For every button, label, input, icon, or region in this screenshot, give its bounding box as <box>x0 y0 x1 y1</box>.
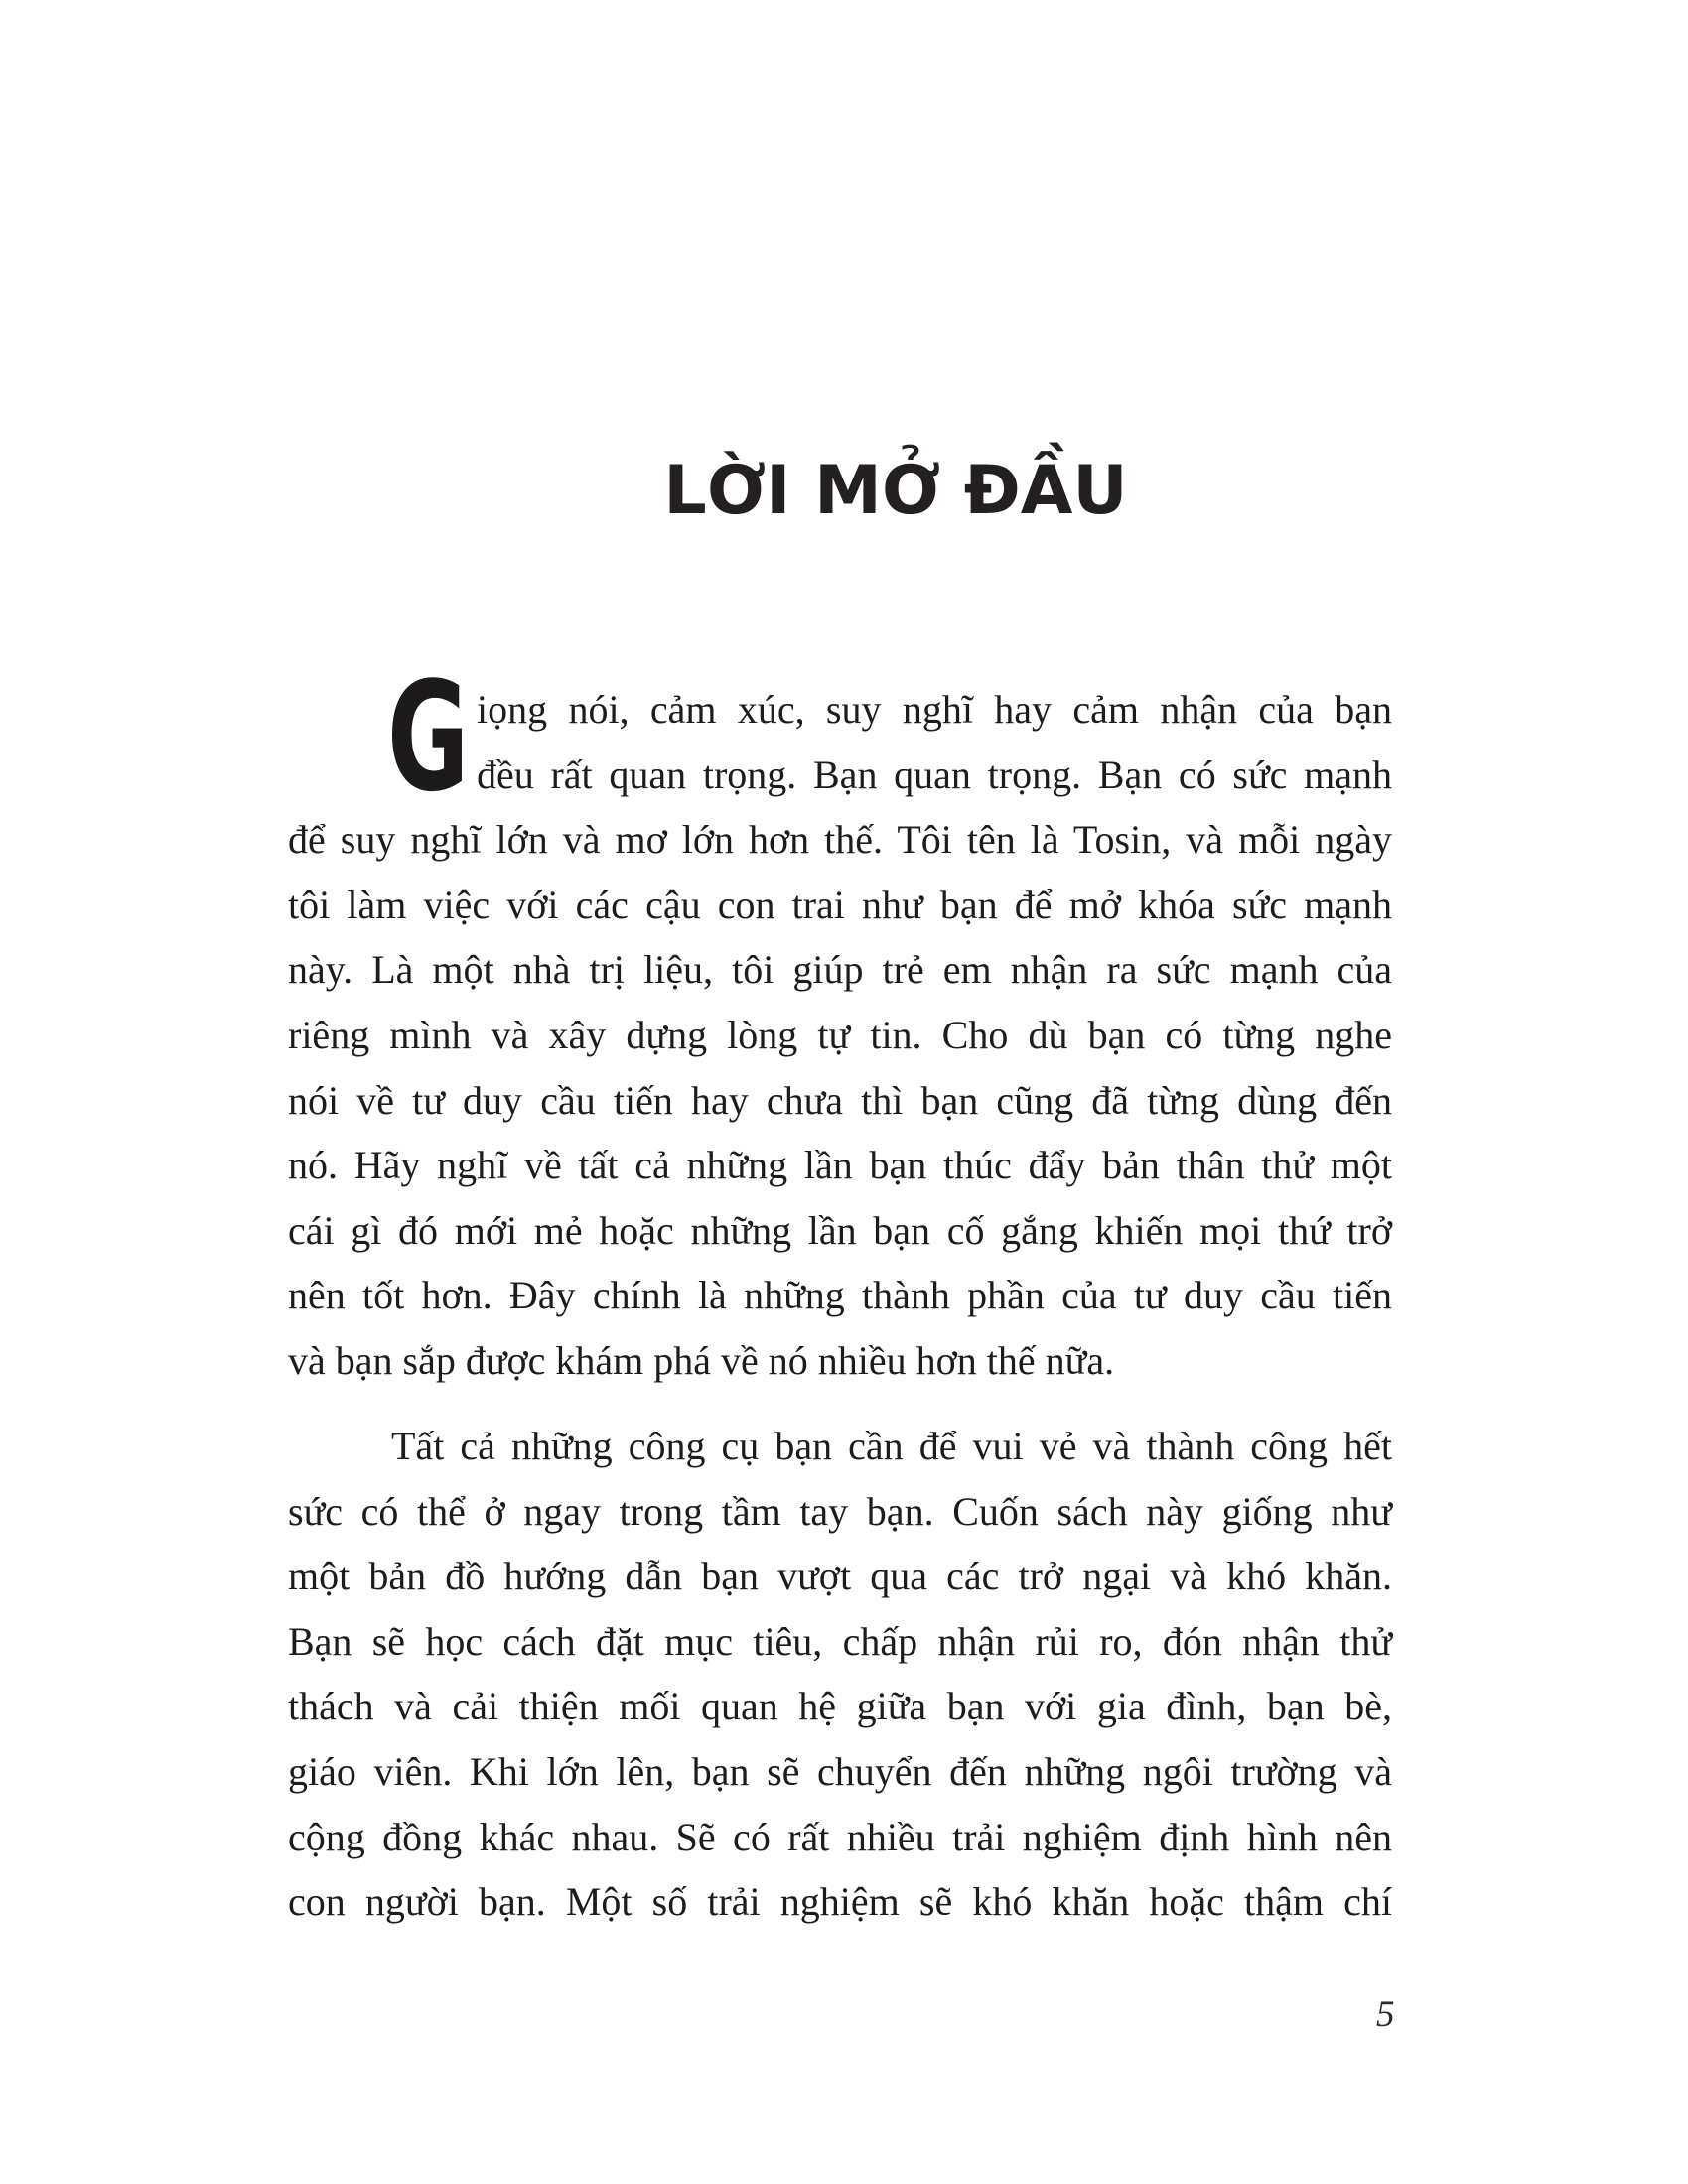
body-line: này. Là một nhà trị liệu, tôi giúp trẻ em nhận ra sức mạnh của <box>288 947 1392 993</box>
paragraph-1 <box>288 677 1392 1394</box>
body-line: đều rất quan trọng. Bạn quan trọng. Bạn có sức mạnh <box>477 751 1392 797</box>
drop-cap-letter: G <box>387 649 470 825</box>
body-line: tôi làm việc với các cậu con trai như bạn để mở khóa sức mạnh <box>288 882 1392 927</box>
body-line: cộng đồng khác nhau. Sẽ có rất nhiều trải nghiệm định hình nên <box>288 1814 1392 1859</box>
body-line: và bạn sắp được khám phá về nó nhiều hơn thế nữa. <box>288 1337 1115 1383</box>
dropcap-adjacent-lines <box>477 677 1392 807</box>
body-line: cái gì đó mới mẻ hoặc những lần bạn cố gắng khiến mọi thứ trở <box>288 1207 1392 1253</box>
body-line: một bản đồ hướng dẫn bạn vượt qua các trở ngại và khó khăn. <box>288 1554 1392 1599</box>
body-line: nên tốt hơn. Đây chính là những thành phần của tư duy cầu tiến <box>288 1273 1392 1318</box>
body-line: giáo viên. Khi lớn lên, bạn sẽ chuyển đến những ngôi trường và <box>288 1748 1392 1794</box>
body-line: Bạn sẽ học cách đặt mục tiêu, chấp nhận rủi ro, đón nhận thử <box>288 1618 1392 1664</box>
chapter-title: LỜI MỞ ĐẦU <box>663 451 1128 530</box>
body-line: nó. Hãy nghĩ về tất cả những lần bạn thúc đẩy bản thân thử một <box>288 1143 1392 1188</box>
page-number: 5 <box>1376 1994 1395 2035</box>
paragraph-2 <box>288 1414 1392 1935</box>
body-line: riêng mình và xây dựng lòng tự tin. Cho dù bạn có từng nghe <box>288 1012 1392 1057</box>
body-line: thách và cải thiện mối quan hệ giữa bạn với gia đình, bạn bè, <box>288 1684 1392 1729</box>
body-line: để suy nghĩ lớn và mơ lớn hơn thế. Tôi tên là Tosin, và mỗi ngày <box>288 817 1392 863</box>
body-line: sức có thể ở ngay trong tầm tay bạn. Cuốn sách này giống như <box>288 1488 1392 1534</box>
body-line: iọng nói, cảm xúc, suy nghĩ hay cảm nhận của bạn <box>477 687 1392 732</box>
body-line: Tất cả những công cụ bạn cần để vui vẻ và thành công hết <box>391 1424 1392 1468</box>
body-line: con người bạn. Một số trải nghiệm sẽ khó khăn hoặc thậm chí <box>288 1879 1392 1925</box>
body-line: nói về tư duy cầu tiến hay chưa thì bạn cũng đã từng dùng đến <box>288 1077 1392 1123</box>
